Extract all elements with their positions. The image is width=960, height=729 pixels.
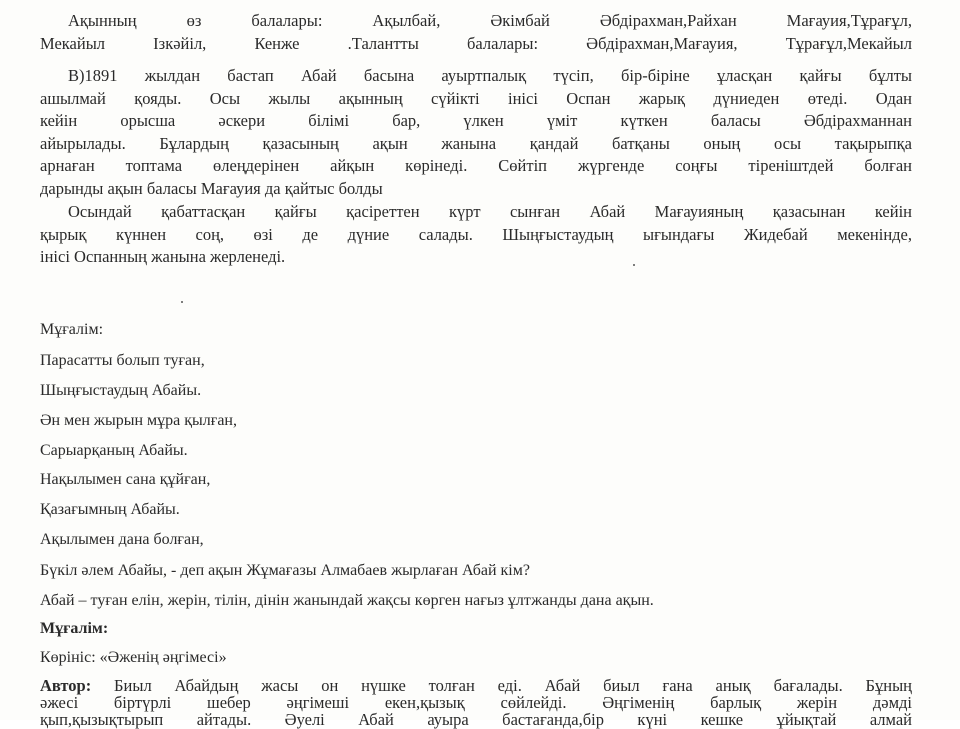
text-line: ашылмай қояды. Осы жылы ақынның сүйікті інісі Оспан жарық дүниеден өтеді. Одан [40,88,912,108]
scene-title: Көрініс: «Әженің әңгімесі» [40,649,227,666]
author-label: Автор: [40,676,92,695]
verse-line: Ақылымен дана болған, [40,531,204,548]
text-line: айырылады. Бұлардың қазасының ақын жанына қандай батқаны оның осы тақырыпқа [40,133,912,153]
verse-line: Сарыарқаның Абайы. [40,442,188,459]
text-line: әжесі біртүрлі шебер әңгімеші екен,қызық сөйлейді. Әңгіменің барлық жерін дәмді [40,693,912,712]
verse-line: Бүкіл әлем Абайы, - деп ақын Жұмағазы Алмабаев жырлаған Абай кім? [40,562,530,579]
verse-line: Ән мен жырын мұра қылған, [40,412,237,429]
author-text: Биыл Абайдың жасы он нүшке толған еді. Абай биыл ғана анық бағалады. Бұның [91,676,912,695]
verse-line: Абай – туған елін, жерін, тілін, дінін жанындай жақсы көрген нағыз ұлтжанды дана ақын. [40,592,654,609]
verse-line: Парасатты болып туған, [40,352,205,369]
text-line: арнаған топтама өлеңдерінен айқын көрінеді. Сөйтіп жүргенде соңғы тіреніштдей болған [40,156,912,175]
text-line: қырық күннен соң, өзі де дүние салады. Шыңғыстаудың ығындағы Жидебай мекенінде, [40,224,912,244]
scan-speck [181,301,183,303]
scan-speck [633,264,635,266]
teacher-label-bold: Мұғалім: [40,620,109,637]
text-line: Мекайыл Ізкәйіл, Кенже .Талантты балалары: Әбдірахман,Мағауия, Тұрағұл,Мекайыл [40,33,912,53]
paragraph-children [40,10,912,55]
verse-line: Қазағымның Абайы. [40,501,180,518]
verse-line: Нақылымен сана құйған, [40,471,211,488]
paragraph-death [40,201,912,269]
text-line [40,677,912,694]
text-line: Ақынның өз балалары: Ақылбай, Әкімбай Әбдірахман,Райхан Мағауия,Тұрағұл, [68,11,912,30]
author-paragraph [40,677,912,728]
teacher-label: Мұғалім: [40,321,104,338]
text-line: қып,қызықтырып айтады. Әуелі Абай ауыра бастағанда,бір күні кешке ұйықтай алмай [40,710,912,729]
text-line: Осындай қабаттасқан қайғы қасіреттен күрт сынған Абай Мағауияның қазасынан кейін [68,202,912,221]
verse-line: Шыңғыстаудың Абайы. [40,382,202,399]
text-line: інісі Оспанның жанына жерленеді. [40,247,286,266]
text-line: кейін орысша әскери білімі бар, үлкен үміт күткен баласы Әбдірахманнан [40,111,912,130]
paragraph-1891 [40,65,912,200]
text-line: дарынды ақын баласы Мағауия да қайтыс болды [40,178,383,198]
text-line: В)1891 жылдан бастап Абай басына ауыртпалық түсіп, бір-біріне ұласқан қайғы бұлты [68,66,912,85]
